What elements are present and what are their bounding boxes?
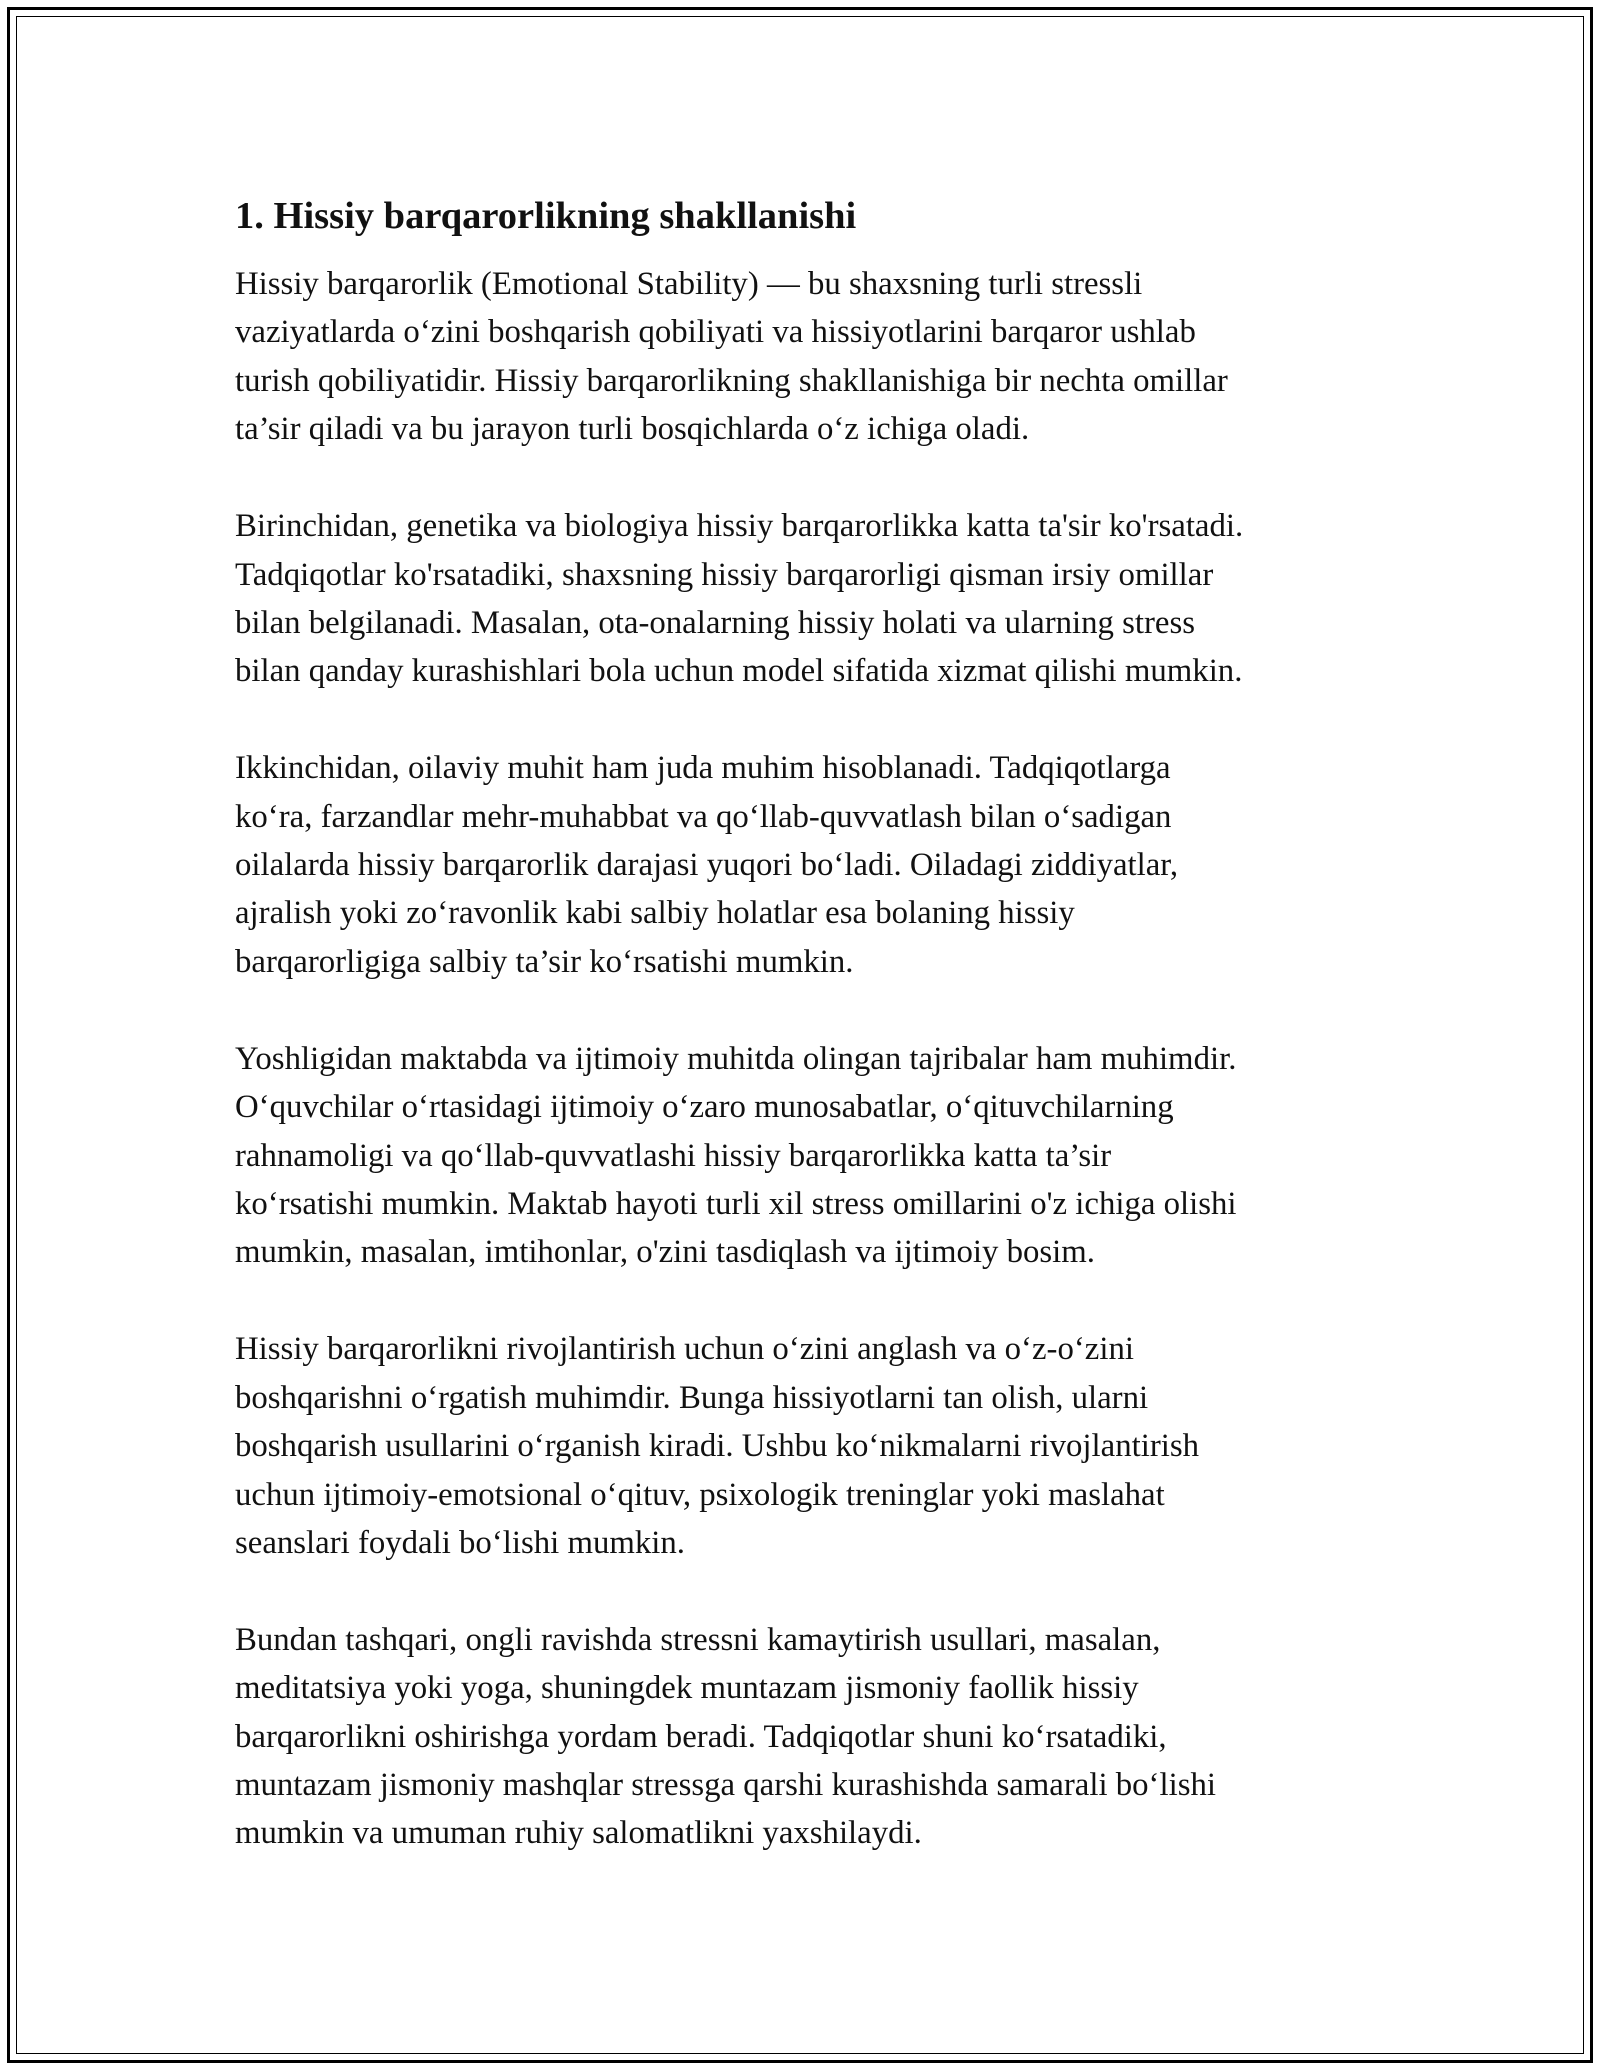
text-line: vaziyatlarda o‘zini boshqarish qobiliyati va hissiyotlarini barqaror ushlab: [235, 314, 1196, 351]
text-line: ko‘ra, farzandlar mehr-muhabbat va qo‘llab-quvvatlash bilan o‘sadigan: [235, 798, 1172, 835]
text-line: barqarorlikni oshirishga yordam beradi. Tadqiqotlar shuni ko‘rsatadiki,: [235, 1718, 1167, 1755]
text-line: oilalarda hissiy barqarorlik darajasi yuqori bo‘ladi. Oiladagi ziddiyatlar,: [235, 847, 1179, 884]
text-line: Ikkinchidan, oilaviy muhit ham juda muhim hisoblanadi. Tadqiqotlarga: [235, 750, 1171, 787]
paragraph-3: [235, 744, 1385, 986]
text-line: turish qobiliyatidir. Hissiy barqarorlikning shakllanishiga bir nechta omillar: [235, 362, 1228, 399]
text-line: ta’sir qiladi va bu jarayon turli bosqichlarda o‘z ichiga oladi.: [235, 411, 1030, 448]
paragraph-2: [235, 502, 1385, 696]
text-line: Yoshligidan maktabda va ijtimoiy muhitda olingan tajribalar ham muhimdir.: [235, 1040, 1237, 1077]
paragraph-6: [235, 1616, 1385, 1858]
text-line: Bundan tashqari, ongli ravishda stressni kamaytirish usullari, masalan,: [235, 1621, 1161, 1658]
text-line: bilan belgilanadi. Masalan, ota-onalarning hissiy holati va ularning stress: [235, 604, 1195, 641]
text-line: muntazam jismoniy mashqlar stressga qarshi kurashishda samarali bo‘lishi: [235, 1767, 1216, 1804]
text-line: seanslari foydali bo‘lishi mumkin.: [235, 1524, 685, 1561]
text-line: Tadqiqotlar ko'rsatadiki, shaxsning hissiy barqarorligi qisman irsiy omillar: [235, 556, 1214, 593]
text-line: boshqarishni o‘rgatish muhimdir. Bunga hissiyotlarni tan olish, ularni: [235, 1379, 1149, 1416]
text-line: bilan qanday kurashishlari bola uchun model sifatida xizmat qilishi mumkin.: [235, 653, 1243, 690]
text-line: mumkin, masalan, imtihonlar, o'zini tasdiqlash va ijtimoiy bosim.: [235, 1234, 1095, 1271]
text-line: ajralish yoki zo‘ravonlik kabi salbiy holatlar esa bolaning hissiy: [235, 895, 1075, 932]
paragraph-1: [235, 260, 1385, 454]
text-line: mumkin va umuman ruhiy salomatlikni yaxshilaydi.: [235, 1815, 922, 1852]
text-line: boshqarish usullarini o‘rganish kiradi. Ushbu ko‘nikmalarni rivojlantirish: [235, 1428, 1200, 1465]
section-heading: 1. Hissiy barqarorlikning shakllanishi: [235, 195, 857, 237]
text-line: meditatsiya yoki yoga, shuningdek muntazam jismoniy faollik hissiy: [235, 1670, 1139, 1707]
text-line: Hissiy barqarorlikni rivojlantirish uchun o‘zini anglash va o‘z-o‘zini: [235, 1331, 1134, 1368]
text-line: Hissiy barqarorlik (Emotional Stability) — bu shaxsning turli stressli: [235, 266, 1143, 302]
paragraph-5: [235, 1325, 1385, 1567]
paragraph-4: [235, 1035, 1385, 1277]
text-line: rahnamoligi va qo‘llab-quvvatlashi hissiy barqarorlikka katta ta’sir: [235, 1137, 1112, 1174]
document-body: [235, 190, 1385, 1906]
text-line: barqarorligiga salbiy ta’sir ko‘rsatishi mumkin.: [235, 943, 854, 980]
text-line: Birinchidan, genetika va biologiya hissiy barqarorlikka katta ta'sir ko'rsatadi.: [235, 508, 1244, 545]
text-line: uchun ijtimoiy-emotsional o‘qituv, psixologik treninglar yoki maslahat: [235, 1476, 1165, 1513]
text-line: O‘quvchilar o‘rtasidagi ijtimoiy o‘zaro munosabatlar, o‘qituvchilarning: [235, 1089, 1174, 1126]
text-line: ko‘rsatishi mumkin. Maktab hayoti turli xil stress omillarini o'z ichiga olishi: [235, 1186, 1237, 1222]
